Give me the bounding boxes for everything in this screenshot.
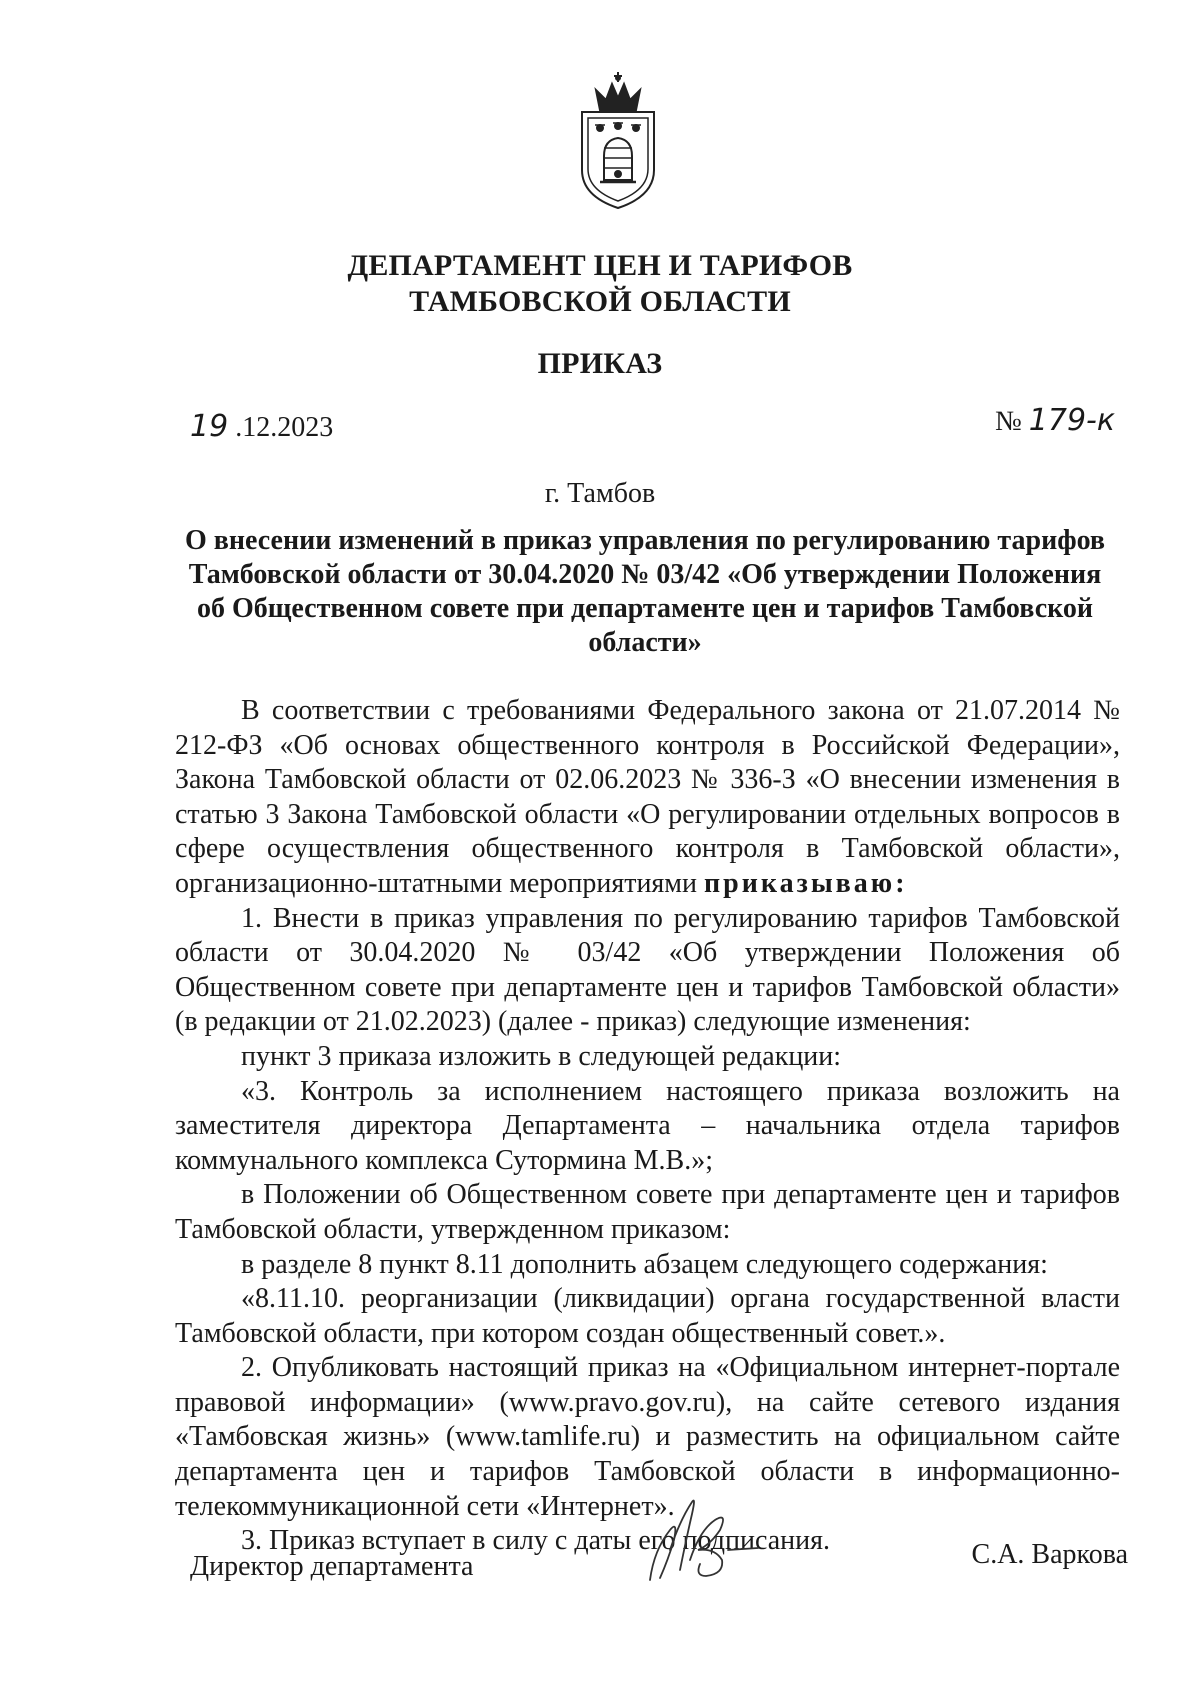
signatory-position: Директор департамента	[190, 1551, 474, 1582]
document-date	[190, 410, 333, 445]
city: г. Тамбов	[544, 478, 656, 509]
date-month-year: .12.2023	[235, 412, 334, 443]
coat-of-arms-emblem	[570, 70, 666, 212]
document-body	[175, 694, 1120, 1559]
handwritten-signature	[640, 1490, 770, 1590]
paragraph-1e: «8.11.10. реорганизации (ликвидации) органа государственной власти Тамбовской области, при котором создан общественный совет.».	[175, 1283, 1120, 1349]
paragraph-1a: пункт 3 приказа изложить в следующей редакции:	[241, 1040, 842, 1072]
number-sign: №	[995, 406, 1022, 437]
signatory-name: С.А. Варкова	[971, 1539, 1128, 1570]
paragraph-3: 3. Приказ вступает в силу с даты его подписания.	[241, 1525, 830, 1557]
preamble-text: В соответствии с требованиями Федерального закона от 21.07.2014 № 212-ФЗ «Об основах общественного контроля в Российской Федерации», Закона Тамбовской области от 02.06.2023 № 336-З «О внесении изменения в статью 3 Закона Тамбовской области «О регулировании отдельных вопросов в сфере осуществления общественного контроля в Тамбовской области», организационно-штатными мероприятиями	[175, 695, 1120, 899]
paragraph-1d: в разделе 8 пункт 8.11 дополнить абзацем следующего содержания:	[241, 1248, 1048, 1280]
preamble-paragraph	[175, 694, 1120, 902]
handwritten-day: 19	[190, 409, 229, 444]
paragraph-2: 2. Опубликовать настоящий приказ на «Официальном интернет-портале правовой информации» (www.pravo.gov.ru), на сайте сетевого издания «Тамбовская жизнь» (www.tamlife.ru) и разместить на официальном сайте департамента цен и тарифов Тамбовской области в информационно-телекоммуникационной сети «Интернет».	[175, 1352, 1120, 1522]
document-type: ПРИКАЗ	[537, 347, 663, 380]
paragraph-1c: в Положении об Общественном совете при департаменте цен и тарифов Тамбовской области, утвержденном приказом:	[175, 1179, 1120, 1245]
document-number	[995, 404, 1115, 439]
document-title: О внесении изменений в приказ управления по регулированию тарифов Тамбовской области от 30.04.2020 № 03/42 «Об утверждении Положения об Общественном совете при департаменте цен и тарифов Тамбовской области»	[184, 525, 1106, 658]
order-word: приказываю:	[704, 867, 908, 899]
paragraph-1b: «3. Контроль за исполнением настоящего приказа возложить на заместителя директора Департамента – начальника отдела тарифов коммунального комплекса Сутормина М.В.»;	[175, 1075, 1120, 1176]
department-name-line1: ДЕПАРТАМЕНТ ЦЕН И ТАРИФОВ	[347, 249, 853, 282]
paragraph-1: 1. Внести в приказ управления по регулированию тарифов Тамбовской области от 30.04.2020 № 03/42 «Об утверждении Положения об Общественном совете при департаменте цен и тарифов Тамбовской области» (в редакции от 21.02.2023) (далее - приказ) следующие изменения:	[175, 902, 1120, 1038]
handwritten-number: 179-к	[1028, 403, 1115, 438]
department-name-line2: ТАМБОВСКОЙ ОБЛАСТИ	[409, 285, 791, 318]
